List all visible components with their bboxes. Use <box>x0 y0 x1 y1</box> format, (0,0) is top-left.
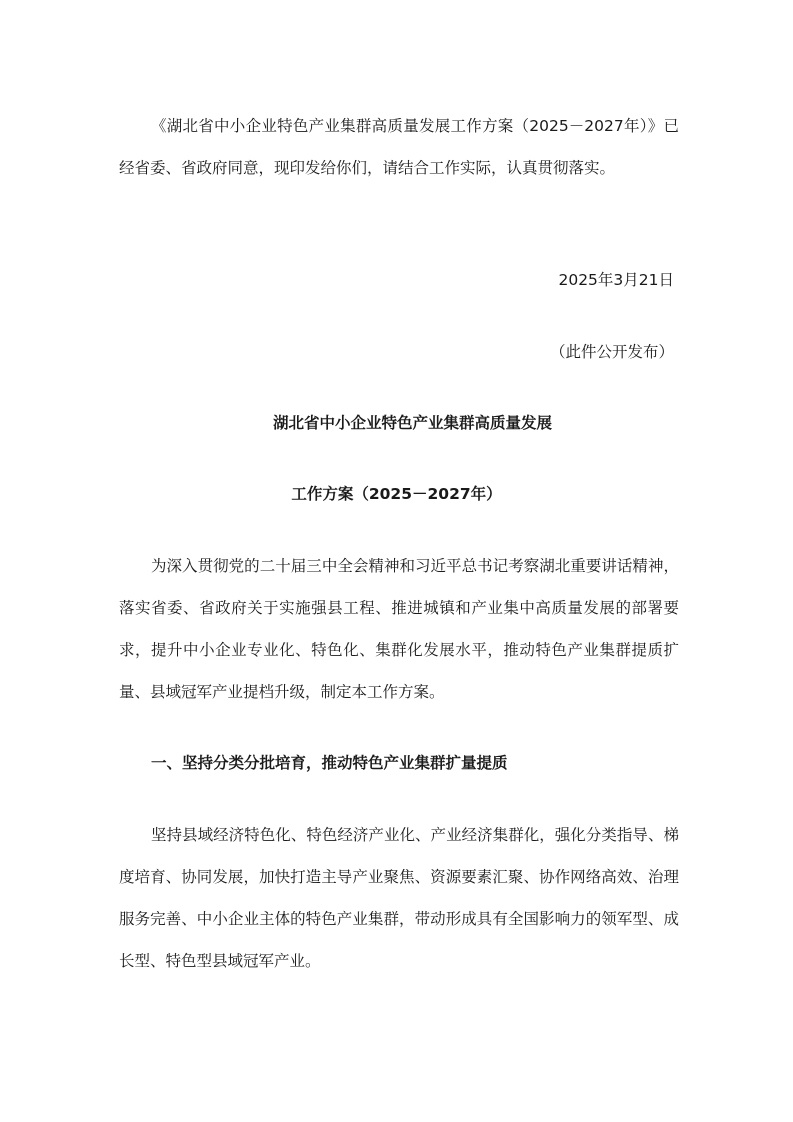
section-1-paragraph: 坚持县域经济特色化、特色经济产业化、产业经济集群化，强化分类指导、梯度培育、协同发展，加快打造主导产业聚焦、资源要素汇聚、协作网络高效、治理服务完善、中小企业主体的特色产业集群，带动形成具有全国影响力的领军型、成长型、特色型县域冠军产业。 <box>119 826 679 970</box>
issue-date: 2025年3月21日 <box>558 271 674 289</box>
document-title-line-1: 湖北省中小企业特色产业集群高质量发展 <box>272 414 552 432</box>
document-title-line-2: 工作方案（2025－2027年） <box>291 485 502 503</box>
section-1-heading: 一、坚持分类分批培育，推动特色产业集群扩量提质 <box>151 754 508 772</box>
publication-note: （此件公开发布） <box>549 343 674 361</box>
intro-paragraph: 《湖北省中小企业特色产业集群高质量发展工作方案（2025－2027年）》已经省委、省政府同意，现印发给你们，请结合工作实际，认真贯彻落实。 <box>119 117 679 177</box>
preamble-paragraph: 为深入贯彻党的二十届三中全会精神和习近平总书记考察湖北重要讲话精神，落实省委、省政府关于实施强县工程、推进城镇和产业集中高质量发展的部署要求，提升中小企业专业化、特色化、集群化发展水平，推动特色产业集群提质扩量、县域冠军产业提档升级，制定本工作方案。 <box>119 557 679 701</box>
